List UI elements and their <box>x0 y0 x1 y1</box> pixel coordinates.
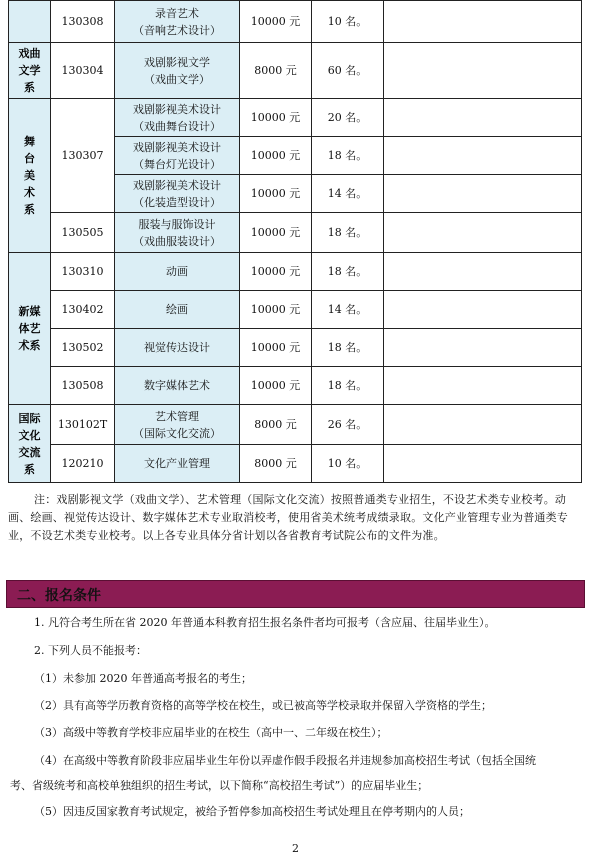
major-name: 文化产业管理 <box>115 445 240 483</box>
enrollment-count: 18 名。 <box>312 213 384 253</box>
remark-cell <box>384 1 582 43</box>
admission-table-wrapper <box>8 0 581 483</box>
tuition-fee: 8000 元 <box>240 43 312 99</box>
major-name-line: 戏剧影视文学 <box>144 55 210 69</box>
major-name <box>115 405 240 445</box>
dept-label-line: 系 <box>24 81 35 94</box>
tuition-fee: 10000 元 <box>240 329 312 367</box>
major-name: 视觉传达设计 <box>115 329 240 367</box>
major-name: 绘画 <box>115 291 240 329</box>
remark-cell <box>384 291 582 329</box>
enrollment-count: 10 名。 <box>312 1 384 43</box>
major-name <box>115 137 240 175</box>
enrollment-count: 18 名。 <box>312 329 384 367</box>
dept-xinmeiti-yishu <box>9 253 51 405</box>
tuition-fee: 10000 元 <box>240 367 312 405</box>
major-name-line: （舞台灯光设计） <box>133 157 221 171</box>
section-header-bar <box>6 580 585 608</box>
major-name <box>115 99 240 137</box>
major-code: 130102T <box>51 405 115 445</box>
enrollment-count: 60 名。 <box>312 43 384 99</box>
dept-label-line: 戏曲 <box>18 47 41 60</box>
page-number: 2 <box>292 842 299 855</box>
tuition-fee: 10000 元 <box>240 291 312 329</box>
major-name-line: （化装造型设计） <box>133 195 221 209</box>
enrollment-count: 20 名。 <box>312 99 384 137</box>
major-code: 130307 <box>51 99 115 213</box>
dept-label-line: 术系 <box>18 339 41 352</box>
major-name-line: （戏曲舞台设计） <box>133 119 221 133</box>
major-name-line: 戏剧影视美术设计 <box>133 102 221 116</box>
remark-cell <box>384 175 582 213</box>
major-code: 130304 <box>51 43 115 99</box>
dept-label-line: 台 <box>24 152 35 165</box>
major-name <box>115 43 240 99</box>
remark-cell <box>384 405 582 445</box>
table-row <box>9 43 582 99</box>
table-row <box>9 1 582 43</box>
dept-wutai-meishu <box>9 99 51 253</box>
remark-cell <box>384 99 582 137</box>
tuition-fee: 10000 元 <box>240 175 312 213</box>
major-code: 130308 <box>51 1 115 43</box>
paragraph-exclusions-heading: 2. 下列人员不能报考： <box>34 644 147 657</box>
major-name-line: 艺术管理 <box>155 409 199 423</box>
table-row <box>9 329 582 367</box>
table-note: 注：戏剧影视文学（戏曲文学）、艺术管理（国际文化交流）按照普通类专业招生，不设艺术类专业校考。动画、绘画、视觉传达设计、数字媒体艺术专业取消校考，使用省美术统考成绩录取。文化产业管理专业为普通类专业，不设艺术类专业校考。以上各专业具体分省计划以各省教育考试院公布的文件为准。 <box>8 493 568 542</box>
major-code: 130505 <box>51 213 115 253</box>
admission-plan-table <box>8 0 582 483</box>
major-name-line: 戏剧影视美术设计 <box>133 178 221 192</box>
major-name: 动画 <box>115 253 240 291</box>
dept-label-line: 文学 <box>18 64 41 77</box>
remark-cell <box>384 137 582 175</box>
major-name: 数字媒体艺术 <box>115 367 240 405</box>
major-code: 130508 <box>51 367 115 405</box>
table-row <box>9 213 582 253</box>
tuition-fee: 10000 元 <box>240 1 312 43</box>
dept-label-line: 舞 <box>24 135 35 148</box>
enrollment-count: 18 名。 <box>312 137 384 175</box>
dept-label-line: 系 <box>24 203 35 216</box>
enrollment-count: 14 名。 <box>312 291 384 329</box>
dept-guoji-wenhua-jiaoliu <box>9 405 51 483</box>
dept-label-line: 新媒 <box>18 305 41 318</box>
table-row <box>9 99 582 137</box>
major-name-line: 服装与服饰设计 <box>138 217 216 231</box>
remark-cell <box>384 445 582 483</box>
dept-label-line: 美 <box>24 169 35 182</box>
section-title: 二、报名条件 <box>17 588 101 604</box>
tuition-fee: 8000 元 <box>240 445 312 483</box>
paragraph-exclusion-5: （5）因违反国家教育考试规定，被给予暂停参加高校招生考试处理且在停考期内的人员； <box>34 805 470 818</box>
paragraph-eligibility: 1. 凡符合考生所在省 2020 年普通本科教育招生报名条件者均可报考（含应届、往届毕业生）。 <box>34 616 496 629</box>
remark-cell <box>384 253 582 291</box>
enrollment-count: 18 名。 <box>312 253 384 291</box>
tuition-fee: 10000 元 <box>240 213 312 253</box>
paragraph-exclusion-4-line1: （4）在高级中等教育阶段非应届毕业生年份以弄虚作假手段报名并违规参加高校招生考试（包括全国统 <box>34 754 536 767</box>
table-row <box>9 253 582 291</box>
major-name-line: 录音艺术 <box>155 6 199 20</box>
major-code: 120210 <box>51 445 115 483</box>
remark-cell <box>384 213 582 253</box>
major-name <box>115 175 240 213</box>
dept-label-line: 术 <box>24 186 35 199</box>
enrollment-count: 18 名。 <box>312 367 384 405</box>
major-name-line: 戏剧影视美术设计 <box>133 140 221 154</box>
major-code: 130310 <box>51 253 115 291</box>
major-name-line: （戏曲文学） <box>144 72 210 86</box>
dept-label-line: 交流 <box>18 445 41 459</box>
enrollment-count: 14 名。 <box>312 175 384 213</box>
table-row <box>9 291 582 329</box>
dept-label-line: 文化 <box>18 428 41 442</box>
dept-label-line: 国际 <box>18 411 41 425</box>
major-name-line: （国际文化交流） <box>133 426 221 440</box>
remark-cell <box>384 43 582 99</box>
dept-label-line: 系 <box>24 462 35 476</box>
paragraph-exclusion-1: （1）未参加 2020 年普通高考报名的考生； <box>34 672 252 685</box>
tuition-fee: 10000 元 <box>240 99 312 137</box>
tuition-fee: 10000 元 <box>240 137 312 175</box>
paragraph-exclusion-4-line2: 考、省级统考和高校单独组织的招生考试，以下简称“高校招生考试”）的应届毕业生； <box>10 779 429 792</box>
remark-cell <box>384 329 582 367</box>
major-code: 130502 <box>51 329 115 367</box>
dept-xiqu-wenxue <box>9 43 51 99</box>
table-row <box>9 367 582 405</box>
major-name-line: （戏曲服装设计） <box>133 234 221 248</box>
table-row <box>9 405 582 445</box>
major-name-line: （音响艺术设计） <box>133 23 221 37</box>
tuition-fee: 10000 元 <box>240 253 312 291</box>
remark-cell <box>384 367 582 405</box>
dept-cell-empty <box>9 1 51 43</box>
major-code: 130402 <box>51 291 115 329</box>
major-name <box>115 1 240 43</box>
dept-label-line: 体艺 <box>18 322 41 335</box>
paragraph-exclusion-3: （3）高级中等教育学校非应届毕业的在校生（高中一、二年级在校生）； <box>34 726 388 739</box>
paragraph-exclusion-2: （2）具有高等学历教育资格的高等学校在校生，或已被高等学校录取并保留入学资格的学生； <box>34 699 492 712</box>
enrollment-count: 10 名。 <box>312 445 384 483</box>
tuition-fee: 8000 元 <box>240 405 312 445</box>
enrollment-count: 26 名。 <box>312 405 384 445</box>
major-name <box>115 213 240 253</box>
table-row <box>9 445 582 483</box>
